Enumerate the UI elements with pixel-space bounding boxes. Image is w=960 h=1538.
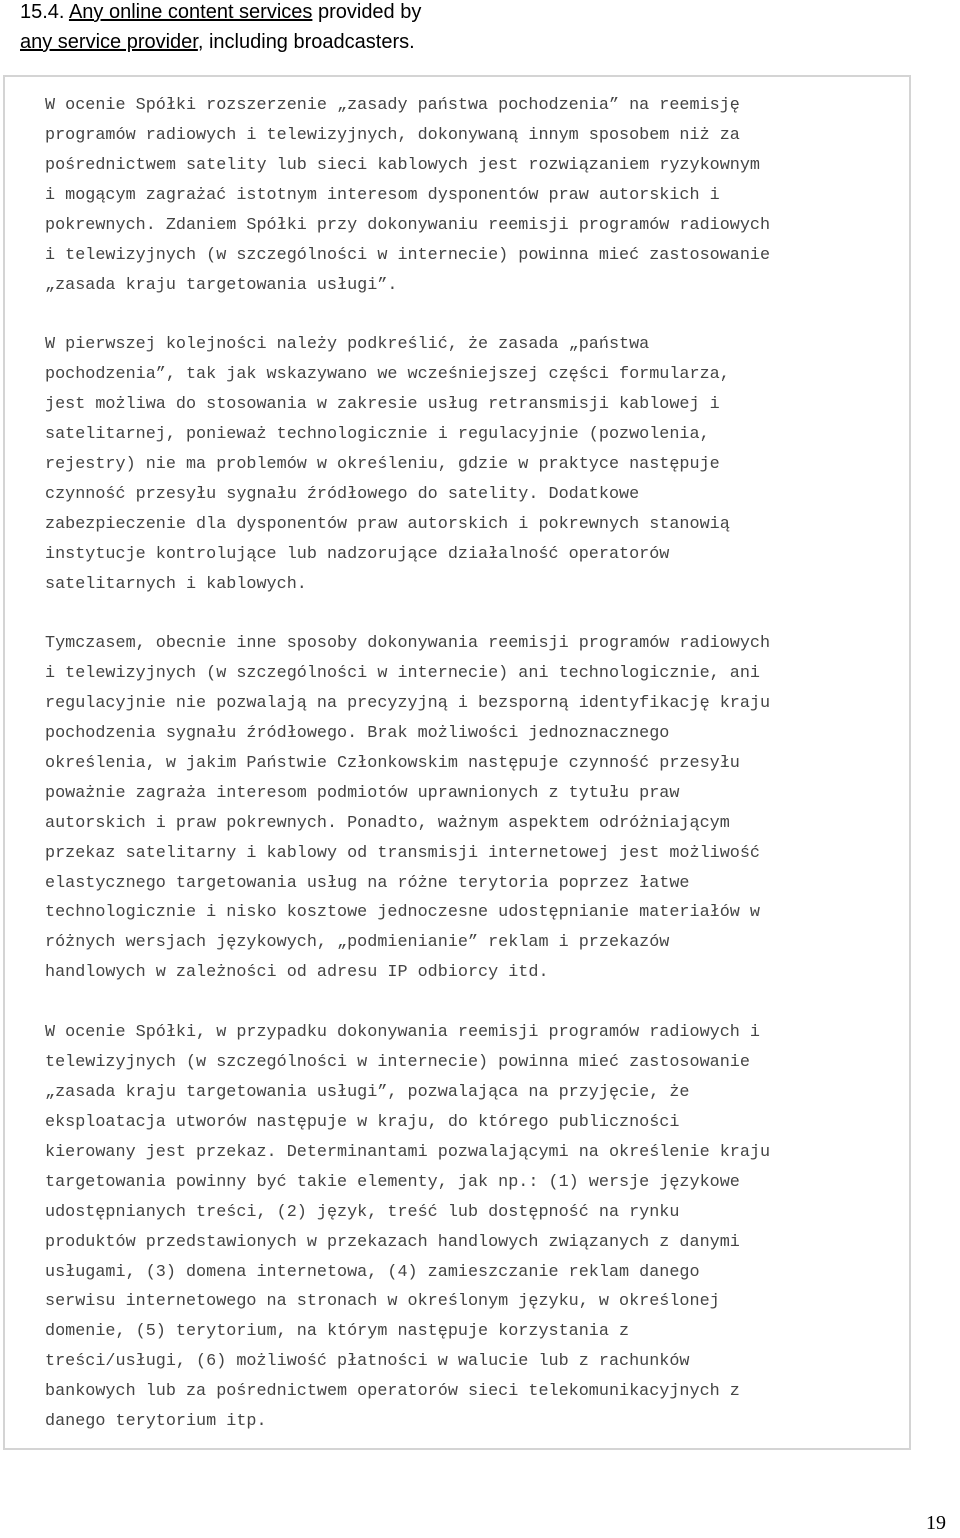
paragraph-line: pochodzenia”, tak jak wskazywano we wcześniejszej części formularza, [45, 364, 730, 384]
paragraph-line: eksploatacja utworów następuje w kraju, do którego publiczności [45, 1112, 680, 1132]
paragraph-line: różnych wersjach językowych, „podmienianie” reklam i przekazów [45, 933, 670, 953]
paragraph-line: udostępnianych treści, (2) język, treść lub dostępność na rynku [45, 1202, 680, 1222]
paragraph-line: „zasada kraju targetowania usługi”, pozwalająca na przyjęcie, że [45, 1082, 690, 1102]
answer-paragraph-3 [45, 629, 910, 988]
paragraph-line: targetowania powinny być takie elementy, jak np.: (1) wersje językowe [45, 1172, 740, 1192]
online-content-services-link[interactable]: Any online content services [68, 1, 313, 23]
paragraph-line: jest możliwa do stosowania w zakresie usług retransmisji kablowej i [45, 394, 720, 414]
paragraph-line: „zasada kraju targetowania usługi”. [45, 275, 398, 295]
paragraph-line: elastycznego targetowania usług na różne terytoria poprzez łatwe [45, 873, 690, 893]
paragraph-line: pokrewnych. Zdaniem Spółki przy dokonywaniu reemisji programów radiowych [45, 215, 771, 235]
paragraph-line: autorskich i praw pokrewnych. Ponadto, ważnym aspektem odróżniającym [45, 813, 730, 833]
question-number: 15.4. [20, 1, 65, 23]
paragraph-line: W pierwszej kolejności należy podkreślić, że zasada „państwa [45, 335, 650, 354]
answer-paragraph-2 [45, 330, 910, 599]
paragraph-line: Tymczasem, obecnie inne sposoby dokonywania reemisji programów radiowych [45, 634, 771, 653]
answer-paragraph-1 [45, 91, 910, 301]
paragraph-line: poważnie zagraża interesom podmiotów uprawnionych z tytułu praw [45, 783, 680, 803]
paragraph-line: W ocenie Spółki, w przypadku dokonywania reemisji programów radiowych i [45, 1023, 760, 1042]
paragraph-line: handlowych w zależności od adresu IP odbiorcy itd. [45, 963, 549, 983]
paragraph-line: treści/usługi, (6) możliwość płatności w walucie lub z rachunków [45, 1352, 690, 1372]
paragraph-line: i telewizyjnych (w szczególności w internecie) powinna mieć zastosowanie [45, 245, 771, 265]
paragraph-line: bankowych lub za pośrednictwem operatorów sieci telekomunikacyjnych z [45, 1382, 740, 1402]
answer-paragraph-4 [45, 1018, 910, 1437]
paragraph-line: czynność przesyłu sygnału źródłowego do satelity. Dodatkowe [45, 484, 640, 504]
paragraph-line: danego terytorium itp. [45, 1412, 267, 1432]
paragraph-line: domenie, (5) terytorium, na którym następuje korzystania z [45, 1322, 630, 1342]
paragraph-line: i telewizyjnych (w szczególności w internecie) ani technologicznie, ani [45, 663, 760, 683]
question-heading [20, 0, 460, 57]
question-text-rest: , including broadcasters. [197, 31, 415, 53]
page-number: 19 [926, 1512, 946, 1534]
paragraph-line: technologicznie i nisko kosztowe jednoczesne udostępnianie materiałów w [45, 903, 760, 923]
paragraph-line: zabezpieczenie dla dysponentów praw autorskich i pokrewnych stanowią [45, 514, 730, 534]
paragraph-line: pośrednictwem satelity lub sieci kablowych jest rozwiązaniem ryzykownym [45, 155, 760, 175]
paragraph-line: regulacyjnie nie pozwalają na precyzyjną i bezsporną identyfikację kraju [45, 693, 771, 713]
paragraph-line: satelitarnej, ponieważ technologicznie i regulacyjnie (pozwolenia, [45, 424, 710, 444]
service-provider-link[interactable]: any service provider [20, 31, 198, 53]
paragraph-line: pochodzenia sygnału źródłowego. Brak możliwości jednoznacznego [45, 723, 670, 743]
paragraph-line: serwisu internetowego na stronach w określonym języku, w określonej [45, 1292, 720, 1312]
paragraph-line: programów radiowych i telewizyjnych, dokonywaną innym sposobem niż za [45, 125, 740, 145]
paragraph-line: satelitarnych i kablowych. [45, 574, 307, 594]
paragraph-line: przekaz satelitarny i kablowy od transmisji internetowej jest możliwość [45, 843, 760, 863]
paragraph-line: rejestry) nie ma problemów w określeniu, gdzie w praktyce następuje [45, 454, 720, 474]
paragraph-line: instytucje kontrolujące lub nadzorujące działalność operatorów [45, 544, 670, 564]
paragraph-line: telewizyjnych (w szczególności w internecie) powinna mieć zastosowanie [45, 1052, 750, 1072]
paragraph-line: W ocenie Spółki rozszerzenie „zasady państwa pochodzenia” na reemisję [45, 96, 740, 115]
paragraph-line: określenia, w jakim Państwie Członkowskim następuje czynność przesyłu [45, 753, 740, 773]
paragraph-line: i mogącym zagrażać istotnym interesom dysponentów praw autorskich i [45, 185, 720, 205]
paragraph-line: produktów przedstawionych w przekazach handlowych związanych z danymi [45, 1232, 740, 1252]
paragraph-line: usługami, (3) domena internetowa, (4) zamieszczanie reklam danego [45, 1262, 700, 1282]
paragraph-line: kierowany jest przekaz. Determinantami pozwalającymi na określenie kraju [45, 1142, 771, 1162]
question-text-middle: provided by [312, 1, 422, 23]
